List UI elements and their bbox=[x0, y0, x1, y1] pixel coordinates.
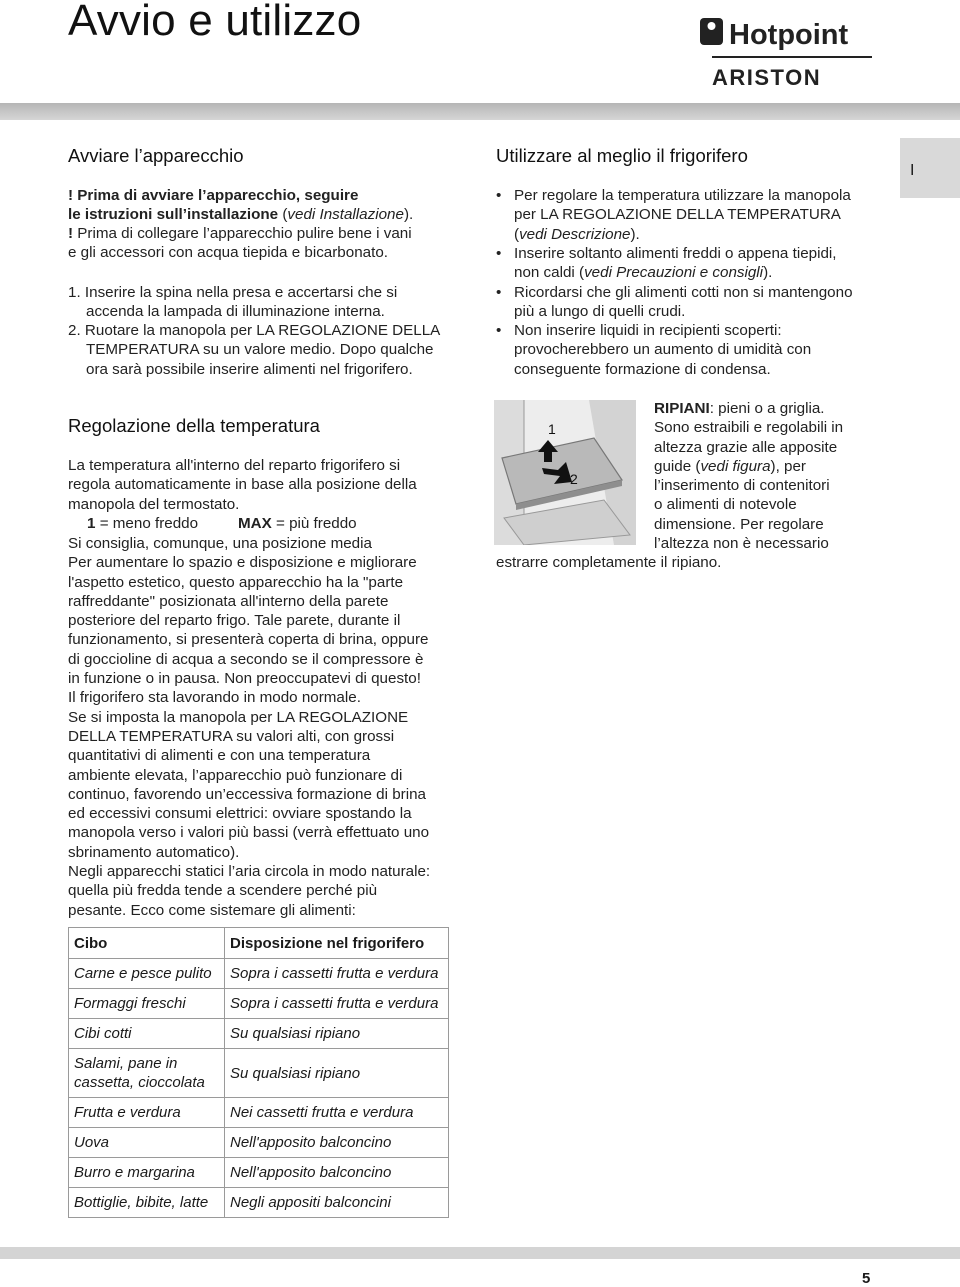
regolazione-intro: La temperatura all'interno del reparto frigorifero si regola automaticamente in base alla posizione della manopola del termostato. bbox=[68, 457, 417, 513]
figure-label-1: 1 bbox=[548, 421, 556, 437]
table-row: Carne e pesce pulito Sopra i cassetti frutta e verdura bbox=[69, 959, 449, 989]
step-1: 1. Inserire la spina nella presa e accertarsi che si accenda la lampada di illuminazione interna. bbox=[68, 284, 398, 321]
page-title: Avvio e utilizzo bbox=[68, 0, 362, 45]
table-header-row bbox=[69, 928, 449, 959]
step-2: 2. Ruotare la manopola per LA REGOLAZIONE DELLA TEMPERATURA su un valore medio. Dopo qualche ora sarà possibile inserire alimenti nel frigorifero. bbox=[68, 322, 441, 378]
tip-cooked-food: • Ricordarsi che gli alimenti cotti non si mantengono più a lungo di quelli crudi. bbox=[496, 283, 904, 322]
brand-name: Hotpoint bbox=[729, 19, 849, 51]
table-row: Frutta e verdura Nei cassetti frutta e verdura bbox=[69, 1098, 449, 1128]
table-row: Formaggi freschi Sopra i cassetti frutta e verdura bbox=[69, 989, 449, 1019]
footer-divider bbox=[0, 1247, 960, 1259]
table-row: Burro e margarina Nell'apposito balconcino bbox=[69, 1158, 449, 1188]
warning-install: ! Prima di avviare l’apparecchio, seguire le istruzioni sull’installazione (vedi Installazione). bbox=[68, 187, 414, 224]
ripiani-text: RIPIANI: pieni o a griglia. Sono estraibili e regolabili in altezza grazie alle apposite guide (vedi figura), per l’inserimento di contenitori o alimenti di notevole dimensione. Per regolare l’altezza non è necessario bbox=[654, 400, 844, 553]
tip-temperature: • Per regolare la temperatura utilizzare la manopola per LA REGOLAZIONE DELLA TEMPERATURA (vedi Descrizione). bbox=[496, 186, 904, 244]
column-header-disposizione: Disposizione nel frigorifero bbox=[225, 928, 449, 959]
section-title-avviare: Avviare l’apparecchio bbox=[68, 145, 244, 166]
section-title-regolazione: Regolazione della temperatura bbox=[68, 415, 320, 436]
hotpoint-ariston-logo bbox=[698, 12, 878, 92]
table-row: Cibi cotti Su qualsiasi ripiano bbox=[69, 1019, 449, 1049]
language-tab: I bbox=[900, 138, 960, 198]
temperature-scale: 1 = meno freddo MAX = più freddo bbox=[87, 515, 357, 532]
figure-label-2: 2 bbox=[570, 471, 578, 487]
section-title-utilizzare: Utilizzare al meglio il frigorifero bbox=[496, 145, 748, 166]
brand-sub: ARISTON bbox=[712, 65, 822, 90]
food-storage-table bbox=[68, 927, 449, 1218]
warning-clean: ! Prima di collegare l’apparecchio pulire bene i vani e gli accessori con acqua tiepida e bicarbonato. bbox=[68, 225, 412, 262]
tip-cold-food: • Inserire soltanto alimenti freddi o appena tiepidi, non caldi (vedi Precauzioni e consigli). bbox=[496, 244, 904, 283]
shelf-figure bbox=[494, 400, 636, 545]
regolazione-body: Si consiglia, comunque, una posizione media Per aumentare lo spazio e disposizione e migliorare l'aspetto estetico, questo apparecchio ha la "parte raffreddante" posizionata all'interno della parete posteriore del reparto frigo. Tale parete, durante il funzionamento, si presenterà coperta di brina, oppure di goccioline di acqua a secondo se il compressore è in funzione o in pausa. Non preoccupatevi di questo! Il frigorifero sta lavorando in modo normale. Se si imposta la manopola per LA REGOLAZIONE DELLA TEMPERATURA su valori alti, con grossi quantitativi di alimenti e con una temperatura ambiente elevata, l’apparecchio può funzionare di continuo, favorendo un’eccessiva formazione di brina ed eccessivi consumi elettrici: ovviare spostando la manopola verso i valori più bassi (verrà effettuato uno sbrinamento automatico). Negli apparecchi statici l’aria circola in modo naturale: quella più fredda tende a scendere perché più pesante. Ecco come sistemare gli alimenti: bbox=[68, 535, 431, 919]
table-row: Uova Nell'apposito balconcino bbox=[69, 1128, 449, 1158]
table-row: Bottiglie, bibite, latte Negli appositi balconcini bbox=[69, 1188, 449, 1218]
brand-logo bbox=[698, 12, 878, 92]
header-divider bbox=[0, 103, 960, 120]
column-header-cibo: Cibo bbox=[69, 928, 225, 959]
tip-liquids: • Non inserire liquidi in recipienti scoperti: provocherebbero un aumento di umidità con conseguente formazione di condensa. bbox=[496, 321, 904, 379]
ripiani-text-end: estrarre completamente il ripiano. bbox=[496, 554, 722, 571]
page-number: 5 bbox=[862, 1270, 871, 1287]
table-row: Salami, pane in cassetta, cioccolata Su qualsiasi ripiano bbox=[69, 1049, 449, 1098]
